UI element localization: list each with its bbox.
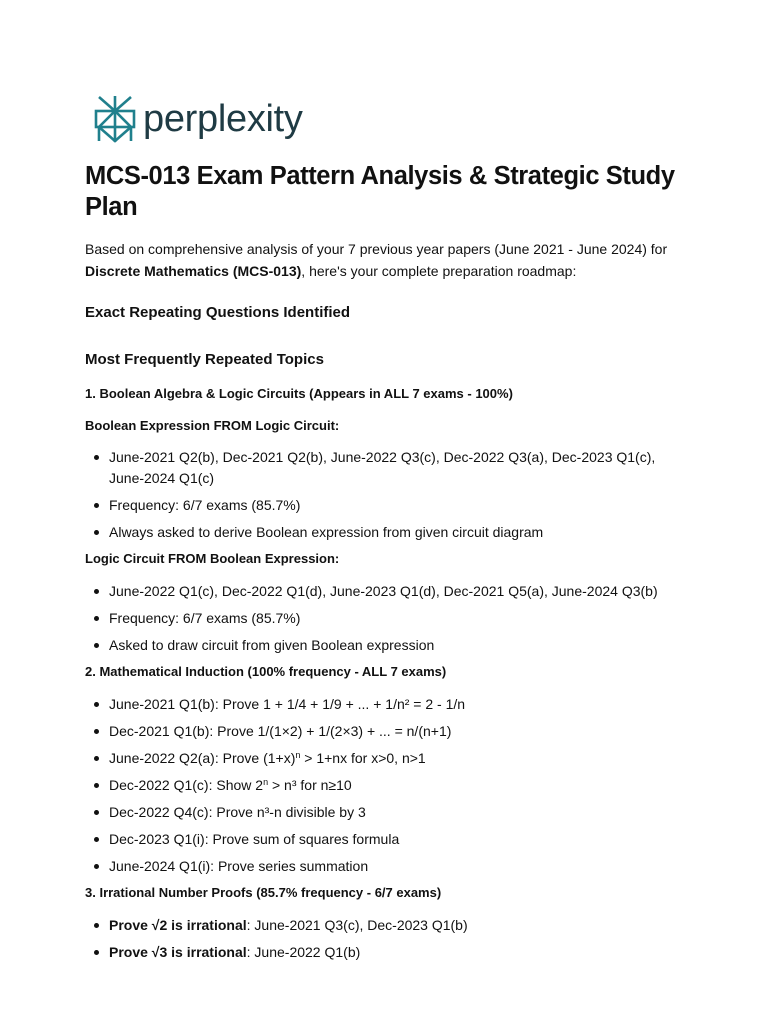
item-text: June-2021 Q1(b): Prove 1 + 1/4 + 1/9 + ... + 1/n² = 2 - 1/n	[109, 696, 466, 712]
item-text: Dec-2022 Q4(c): Prove n³-n divisible by 3	[109, 804, 366, 820]
item-text: Dec-2023 Q1(i): Prove sum of squares formula	[109, 831, 400, 847]
list-item: June-2021 Q2(b), Dec-2021 Q2(b), June-2022 Q3(c), Dec-2022 Q3(a), Dec-2023 Q1(c), June-2024 Q1(c)	[109, 447, 685, 489]
superscript: n	[263, 777, 269, 787]
list-item: June-2022 Q1(c), Dec-2022 Q1(d), June-2023 Q1(d), Dec-2021 Q5(a), June-2024 Q3(b)	[109, 581, 685, 602]
list-item	[109, 856, 685, 877]
subheading-circuit-from-expression: Logic Circuit FROM Boolean Expression:	[85, 551, 340, 566]
item-text: June-2022 Q2(a): Prove (1+x)	[109, 750, 296, 766]
item-text: : June-2021 Q3(c), Dec-2023 Q1(b)	[246, 917, 468, 933]
item-text: : June-2022 Q1(b)	[246, 944, 361, 960]
list-item	[109, 829, 685, 850]
heading-frequent-topics: Most Frequently Repeated Topics	[85, 351, 324, 368]
list-item	[109, 748, 685, 769]
list-item	[109, 721, 685, 742]
subheading-expression-from-circuit: Boolean Expression FROM Logic Circuit:	[85, 418, 340, 433]
perplexity-logo-icon	[93, 94, 137, 144]
document-body	[85, 161, 685, 963]
list-item	[109, 915, 685, 936]
brand-wordmark: perplexity	[143, 98, 303, 140]
list-induction	[85, 694, 685, 877]
page-title: MCS-013 Exam Pattern Analysis & Strategic Study Plan	[85, 162, 675, 221]
item-bold: Prove √2 is irrational	[109, 917, 247, 933]
list-item: Asked to draw circuit from given Boolean expression	[109, 635, 685, 656]
item-text: > 1+nx for x>0, n>1	[300, 750, 426, 766]
intro-course: Discrete Mathematics (MCS-013)	[85, 263, 302, 279]
list-irrational	[85, 915, 685, 963]
list-expression-from-circuit	[85, 447, 685, 543]
list-item	[109, 802, 685, 823]
list-circuit-from-expression	[85, 581, 685, 656]
section-heading-boolean: 1. Boolean Algebra & Logic Circuits (Appears in ALL 7 exams - 100%)	[85, 386, 513, 401]
item-text: > n³ for n≥10	[268, 777, 352, 793]
item-text: Dec-2022 Q1(c): Show 2	[109, 777, 264, 793]
list-item	[109, 775, 685, 796]
intro-paragraph	[85, 238, 685, 282]
perplexity-logo	[93, 94, 303, 144]
list-item: Always asked to derive Boolean expression from given circuit diagram	[109, 522, 685, 543]
list-item	[109, 694, 685, 715]
list-item: Frequency: 6/7 exams (85.7%)	[109, 608, 685, 629]
intro-suffix: , here's your complete preparation roadmap:	[301, 263, 577, 279]
heading-repeating-questions: Exact Repeating Questions Identified	[85, 304, 351, 321]
list-item: Frequency: 6/7 exams (85.7%)	[109, 495, 685, 516]
item-text: Dec-2021 Q1(b): Prove 1/(1×2) + 1/(2×3) + ... = n/(n+1)	[109, 723, 452, 739]
section-heading-induction: 2. Mathematical Induction (100% frequency - ALL 7 exams)	[85, 664, 447, 679]
section-heading-irrational: 3. Irrational Number Proofs (85.7% frequency - 6/7 exams)	[85, 885, 442, 900]
item-bold: Prove √3 is irrational	[109, 944, 247, 960]
superscript: n	[295, 750, 301, 760]
item-text: June-2024 Q1(i): Prove series summation	[109, 858, 369, 874]
intro-prefix: Based on comprehensive analysis of your 7 previous year papers (June 2021 - June 2024) for	[85, 241, 668, 257]
list-item	[109, 942, 685, 963]
